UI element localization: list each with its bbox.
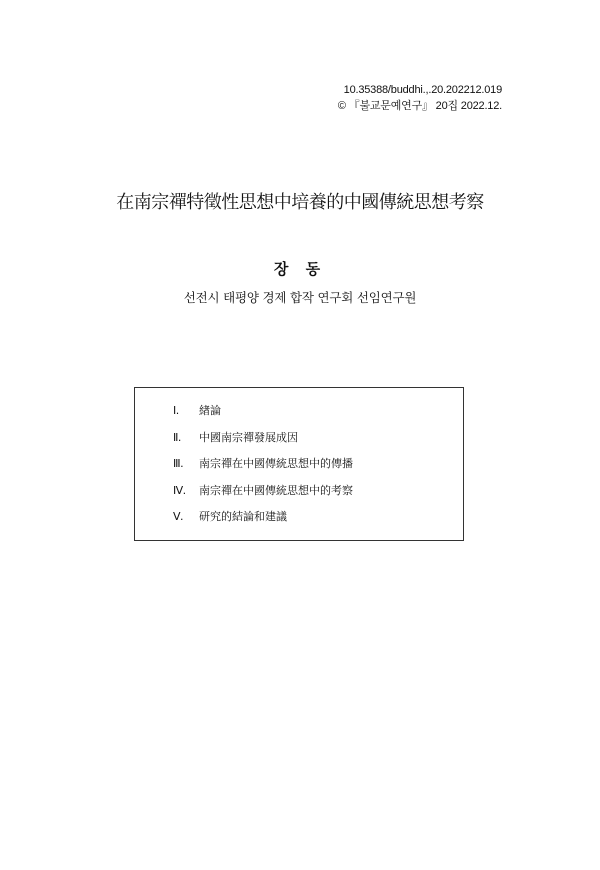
toc-item-number: Ⅳ. — [173, 483, 186, 497]
toc-item-number: Ⅰ. — [173, 404, 179, 417]
toc-item-text: 南宗禪在中國傳統思想中的傳播 — [199, 457, 353, 470]
toc-item — [173, 509, 353, 536]
table-of-contents — [134, 387, 464, 541]
toc-item-text: 南宗禪在中國傳統思想中的考察 — [199, 483, 353, 497]
toc-item-text: 中國南宗禪發展成因 — [199, 430, 298, 444]
author-name: 장 동 — [273, 260, 327, 278]
toc-list — [173, 403, 353, 536]
toc-item — [173, 403, 353, 430]
toc-item-number: Ⅴ. — [173, 510, 184, 523]
toc-item-number: Ⅱ. — [173, 430, 181, 444]
toc-item — [173, 483, 353, 510]
toc-item-number: Ⅲ. — [173, 457, 184, 470]
paper-title: 在南宗禪特徵性思想中培養的中國傳統思想考察 — [116, 192, 484, 213]
toc-item-text: 緖論 — [199, 404, 221, 417]
toc-item — [173, 456, 353, 483]
toc-item-text: 研究的結論和建議 — [199, 510, 287, 523]
publication-meta — [338, 82, 502, 114]
author-affiliation: 선전시 태평양 경제 합작 연구회 선임연구원 — [183, 290, 417, 305]
citation-text: © 『불교문예연구』 20집 2022.12. — [337, 100, 502, 112]
doi-text: 10.35388/buddhi.,.20.202212.019 — [343, 84, 502, 96]
toc-item — [173, 430, 353, 457]
